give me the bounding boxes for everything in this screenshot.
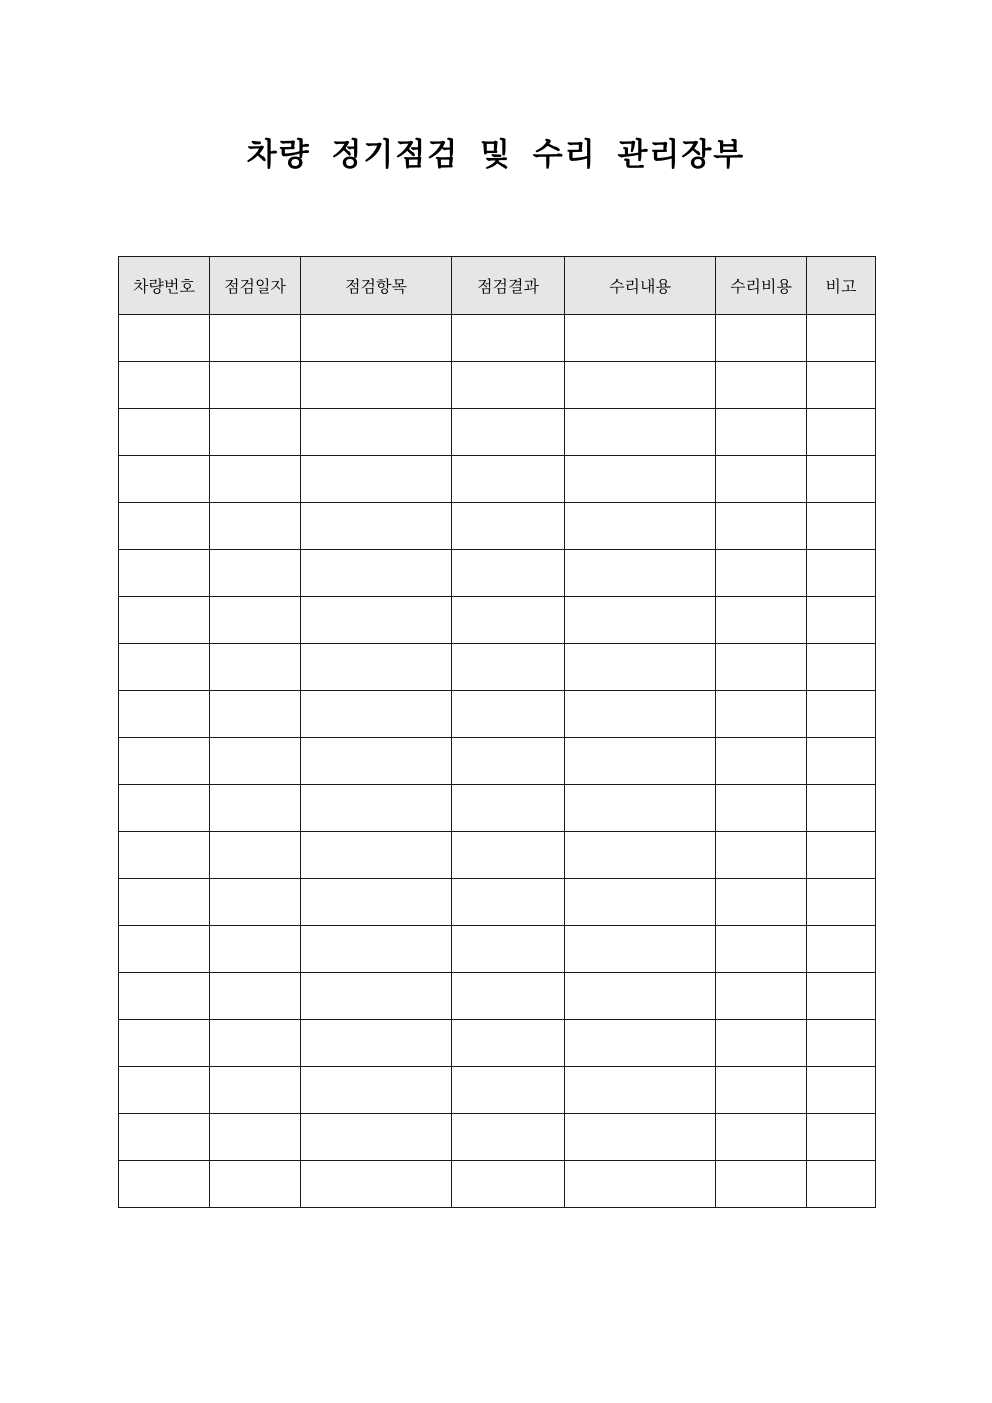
vehicle-number-cell[interactable] bbox=[119, 597, 210, 644]
remarks-cell[interactable] bbox=[807, 879, 876, 926]
inspection-date-cell[interactable] bbox=[210, 1161, 301, 1208]
inspection-date-cell[interactable] bbox=[210, 362, 301, 409]
inspection-result-cell[interactable] bbox=[452, 832, 565, 879]
inspection-date-cell[interactable] bbox=[210, 550, 301, 597]
inspection-date-cell[interactable] bbox=[210, 315, 301, 362]
column-header-vehicle-number: 차량번호 bbox=[119, 257, 210, 315]
inspection-result-cell[interactable] bbox=[452, 315, 565, 362]
inspection-date-cell[interactable] bbox=[210, 456, 301, 503]
repair-details-cell[interactable] bbox=[565, 315, 716, 362]
inspection-result-cell[interactable] bbox=[452, 597, 565, 644]
vehicle-number-cell[interactable] bbox=[119, 691, 210, 738]
inspection-result-cell[interactable] bbox=[452, 409, 565, 456]
table-row bbox=[119, 832, 876, 879]
repair-cost-cell[interactable] bbox=[716, 362, 807, 409]
repair-cost-cell[interactable] bbox=[716, 1114, 807, 1161]
inspection-date-cell[interactable] bbox=[210, 879, 301, 926]
inspection-item-cell[interactable] bbox=[301, 456, 452, 503]
vehicle-number-cell[interactable] bbox=[119, 832, 210, 879]
inspection-result-cell[interactable] bbox=[452, 1067, 565, 1114]
remarks-cell[interactable] bbox=[807, 691, 876, 738]
remarks-cell[interactable] bbox=[807, 973, 876, 1020]
column-header-inspection-result: 점검결과 bbox=[452, 257, 565, 315]
inspection-item-cell[interactable] bbox=[301, 315, 452, 362]
inspection-item-cell[interactable] bbox=[301, 362, 452, 409]
vehicle-number-cell[interactable] bbox=[119, 1161, 210, 1208]
inspection-item-cell[interactable] bbox=[301, 973, 452, 1020]
repair-cost-cell[interactable] bbox=[716, 1020, 807, 1067]
vehicle-number-cell[interactable] bbox=[119, 550, 210, 597]
vehicle-number-cell[interactable] bbox=[119, 315, 210, 362]
repair-cost-cell[interactable] bbox=[716, 973, 807, 1020]
remarks-cell[interactable] bbox=[807, 1020, 876, 1067]
remarks-cell[interactable] bbox=[807, 456, 876, 503]
repair-details-cell[interactable] bbox=[565, 785, 716, 832]
remarks-cell[interactable] bbox=[807, 315, 876, 362]
table-row bbox=[119, 738, 876, 785]
inspection-result-cell[interactable] bbox=[452, 926, 565, 973]
inspection-date-cell[interactable] bbox=[210, 503, 301, 550]
inspection-date-cell[interactable] bbox=[210, 1114, 301, 1161]
repair-cost-cell[interactable] bbox=[716, 1161, 807, 1208]
remarks-cell[interactable] bbox=[807, 362, 876, 409]
inspection-item-cell[interactable] bbox=[301, 926, 452, 973]
vehicle-number-cell[interactable] bbox=[119, 1067, 210, 1114]
inspection-item-cell[interactable] bbox=[301, 785, 452, 832]
maintenance-ledger-table bbox=[118, 256, 876, 1208]
inspection-date-cell[interactable] bbox=[210, 409, 301, 456]
repair-cost-cell[interactable] bbox=[716, 691, 807, 738]
inspection-item-cell[interactable] bbox=[301, 879, 452, 926]
inspection-item-cell[interactable] bbox=[301, 691, 452, 738]
table-row bbox=[119, 1114, 876, 1161]
table-row bbox=[119, 973, 876, 1020]
table-row bbox=[119, 926, 876, 973]
repair-cost-cell[interactable] bbox=[716, 785, 807, 832]
inspection-result-cell[interactable] bbox=[452, 879, 565, 926]
inspection-item-cell[interactable] bbox=[301, 644, 452, 691]
inspection-item-cell[interactable] bbox=[301, 409, 452, 456]
column-header-inspection-item: 점검항목 bbox=[301, 257, 452, 315]
inspection-date-cell[interactable] bbox=[210, 832, 301, 879]
repair-details-cell[interactable] bbox=[565, 738, 716, 785]
remarks-cell[interactable] bbox=[807, 926, 876, 973]
vehicle-number-cell[interactable] bbox=[119, 644, 210, 691]
repair-details-cell[interactable] bbox=[565, 362, 716, 409]
repair-details-cell[interactable] bbox=[565, 456, 716, 503]
table-row bbox=[119, 1161, 876, 1208]
column-header-remarks: 비고 bbox=[807, 257, 876, 315]
repair-details-cell[interactable] bbox=[565, 926, 716, 973]
table-row bbox=[119, 1020, 876, 1067]
vehicle-number-cell[interactable] bbox=[119, 879, 210, 926]
inspection-item-cell[interactable] bbox=[301, 1067, 452, 1114]
vehicle-number-cell[interactable] bbox=[119, 1114, 210, 1161]
table-row bbox=[119, 315, 876, 362]
vehicle-number-cell[interactable] bbox=[119, 456, 210, 503]
table-row bbox=[119, 785, 876, 832]
repair-details-cell[interactable] bbox=[565, 644, 716, 691]
inspection-item-cell[interactable] bbox=[301, 550, 452, 597]
inspection-result-cell[interactable] bbox=[452, 644, 565, 691]
vehicle-number-cell[interactable] bbox=[119, 1020, 210, 1067]
vehicle-number-cell[interactable] bbox=[119, 738, 210, 785]
remarks-cell[interactable] bbox=[807, 409, 876, 456]
column-header-repair-cost: 수리비용 bbox=[716, 257, 807, 315]
remarks-cell[interactable] bbox=[807, 1161, 876, 1208]
repair-cost-cell[interactable] bbox=[716, 738, 807, 785]
table-row bbox=[119, 409, 876, 456]
table-row bbox=[119, 597, 876, 644]
inspection-date-cell[interactable] bbox=[210, 1020, 301, 1067]
table-row bbox=[119, 644, 876, 691]
inspection-item-cell[interactable] bbox=[301, 503, 452, 550]
inspection-date-cell[interactable] bbox=[210, 644, 301, 691]
inspection-result-cell[interactable] bbox=[452, 1161, 565, 1208]
repair-cost-cell[interactable] bbox=[716, 550, 807, 597]
repair-details-cell[interactable] bbox=[565, 1114, 716, 1161]
inspection-date-cell[interactable] bbox=[210, 691, 301, 738]
inspection-date-cell[interactable] bbox=[210, 738, 301, 785]
remarks-cell[interactable] bbox=[807, 785, 876, 832]
inspection-item-cell[interactable] bbox=[301, 1161, 452, 1208]
vehicle-number-cell[interactable] bbox=[119, 409, 210, 456]
inspection-result-cell[interactable] bbox=[452, 1020, 565, 1067]
inspection-item-cell[interactable] bbox=[301, 1114, 452, 1161]
vehicle-number-cell[interactable] bbox=[119, 973, 210, 1020]
repair-cost-cell[interactable] bbox=[716, 456, 807, 503]
inspection-item-cell[interactable] bbox=[301, 738, 452, 785]
inspection-result-cell[interactable] bbox=[452, 503, 565, 550]
inspection-result-cell[interactable] bbox=[452, 456, 565, 503]
remarks-cell[interactable] bbox=[807, 1114, 876, 1161]
inspection-result-cell[interactable] bbox=[452, 1114, 565, 1161]
repair-details-cell[interactable] bbox=[565, 409, 716, 456]
repair-cost-cell[interactable] bbox=[716, 926, 807, 973]
remarks-cell[interactable] bbox=[807, 832, 876, 879]
inspection-result-cell[interactable] bbox=[452, 691, 565, 738]
table-header-row bbox=[119, 257, 876, 315]
repair-cost-cell[interactable] bbox=[716, 1067, 807, 1114]
vehicle-number-cell[interactable] bbox=[119, 785, 210, 832]
remarks-cell[interactable] bbox=[807, 503, 876, 550]
inspection-date-cell[interactable] bbox=[210, 597, 301, 644]
remarks-cell[interactable] bbox=[807, 644, 876, 691]
repair-cost-cell[interactable] bbox=[716, 879, 807, 926]
remarks-cell[interactable] bbox=[807, 550, 876, 597]
table-body bbox=[119, 315, 876, 1208]
inspection-result-cell[interactable] bbox=[452, 785, 565, 832]
table-row bbox=[119, 691, 876, 738]
column-header-inspection-date: 점검일자 bbox=[210, 257, 301, 315]
repair-cost-cell[interactable] bbox=[716, 409, 807, 456]
remarks-cell[interactable] bbox=[807, 1067, 876, 1114]
inspection-date-cell[interactable] bbox=[210, 973, 301, 1020]
repair-cost-cell[interactable] bbox=[716, 503, 807, 550]
repair-cost-cell[interactable] bbox=[716, 597, 807, 644]
page-title: 차량 정기점검 및 수리 관리장부 bbox=[246, 137, 746, 173]
inspection-result-cell[interactable] bbox=[452, 973, 565, 1020]
inspection-result-cell[interactable] bbox=[452, 362, 565, 409]
table-row bbox=[119, 1067, 876, 1114]
repair-details-cell[interactable] bbox=[565, 691, 716, 738]
inspection-date-cell[interactable] bbox=[210, 926, 301, 973]
remarks-cell[interactable] bbox=[807, 738, 876, 785]
repair-details-cell[interactable] bbox=[565, 550, 716, 597]
repair-details-cell[interactable] bbox=[565, 503, 716, 550]
repair-details-cell[interactable] bbox=[565, 1067, 716, 1114]
inspection-item-cell[interactable] bbox=[301, 832, 452, 879]
table-row bbox=[119, 362, 876, 409]
column-header-repair-details: 수리내용 bbox=[565, 257, 716, 315]
table-row bbox=[119, 503, 876, 550]
repair-cost-cell[interactable] bbox=[716, 832, 807, 879]
repair-details-cell[interactable] bbox=[565, 879, 716, 926]
repair-details-cell[interactable] bbox=[565, 1161, 716, 1208]
vehicle-number-cell[interactable] bbox=[119, 362, 210, 409]
inspection-result-cell[interactable] bbox=[452, 738, 565, 785]
repair-cost-cell[interactable] bbox=[716, 315, 807, 362]
repair-details-cell[interactable] bbox=[565, 1020, 716, 1067]
table-row bbox=[119, 456, 876, 503]
repair-details-cell[interactable] bbox=[565, 597, 716, 644]
inspection-item-cell[interactable] bbox=[301, 597, 452, 644]
table-row bbox=[119, 879, 876, 926]
vehicle-number-cell[interactable] bbox=[119, 926, 210, 973]
repair-details-cell[interactable] bbox=[565, 832, 716, 879]
repair-details-cell[interactable] bbox=[565, 973, 716, 1020]
vehicle-number-cell[interactable] bbox=[119, 503, 210, 550]
inspection-result-cell[interactable] bbox=[452, 550, 565, 597]
table-row bbox=[119, 550, 876, 597]
inspection-date-cell[interactable] bbox=[210, 1067, 301, 1114]
remarks-cell[interactable] bbox=[807, 597, 876, 644]
inspection-date-cell[interactable] bbox=[210, 785, 301, 832]
repair-cost-cell[interactable] bbox=[716, 644, 807, 691]
inspection-item-cell[interactable] bbox=[301, 1020, 452, 1067]
